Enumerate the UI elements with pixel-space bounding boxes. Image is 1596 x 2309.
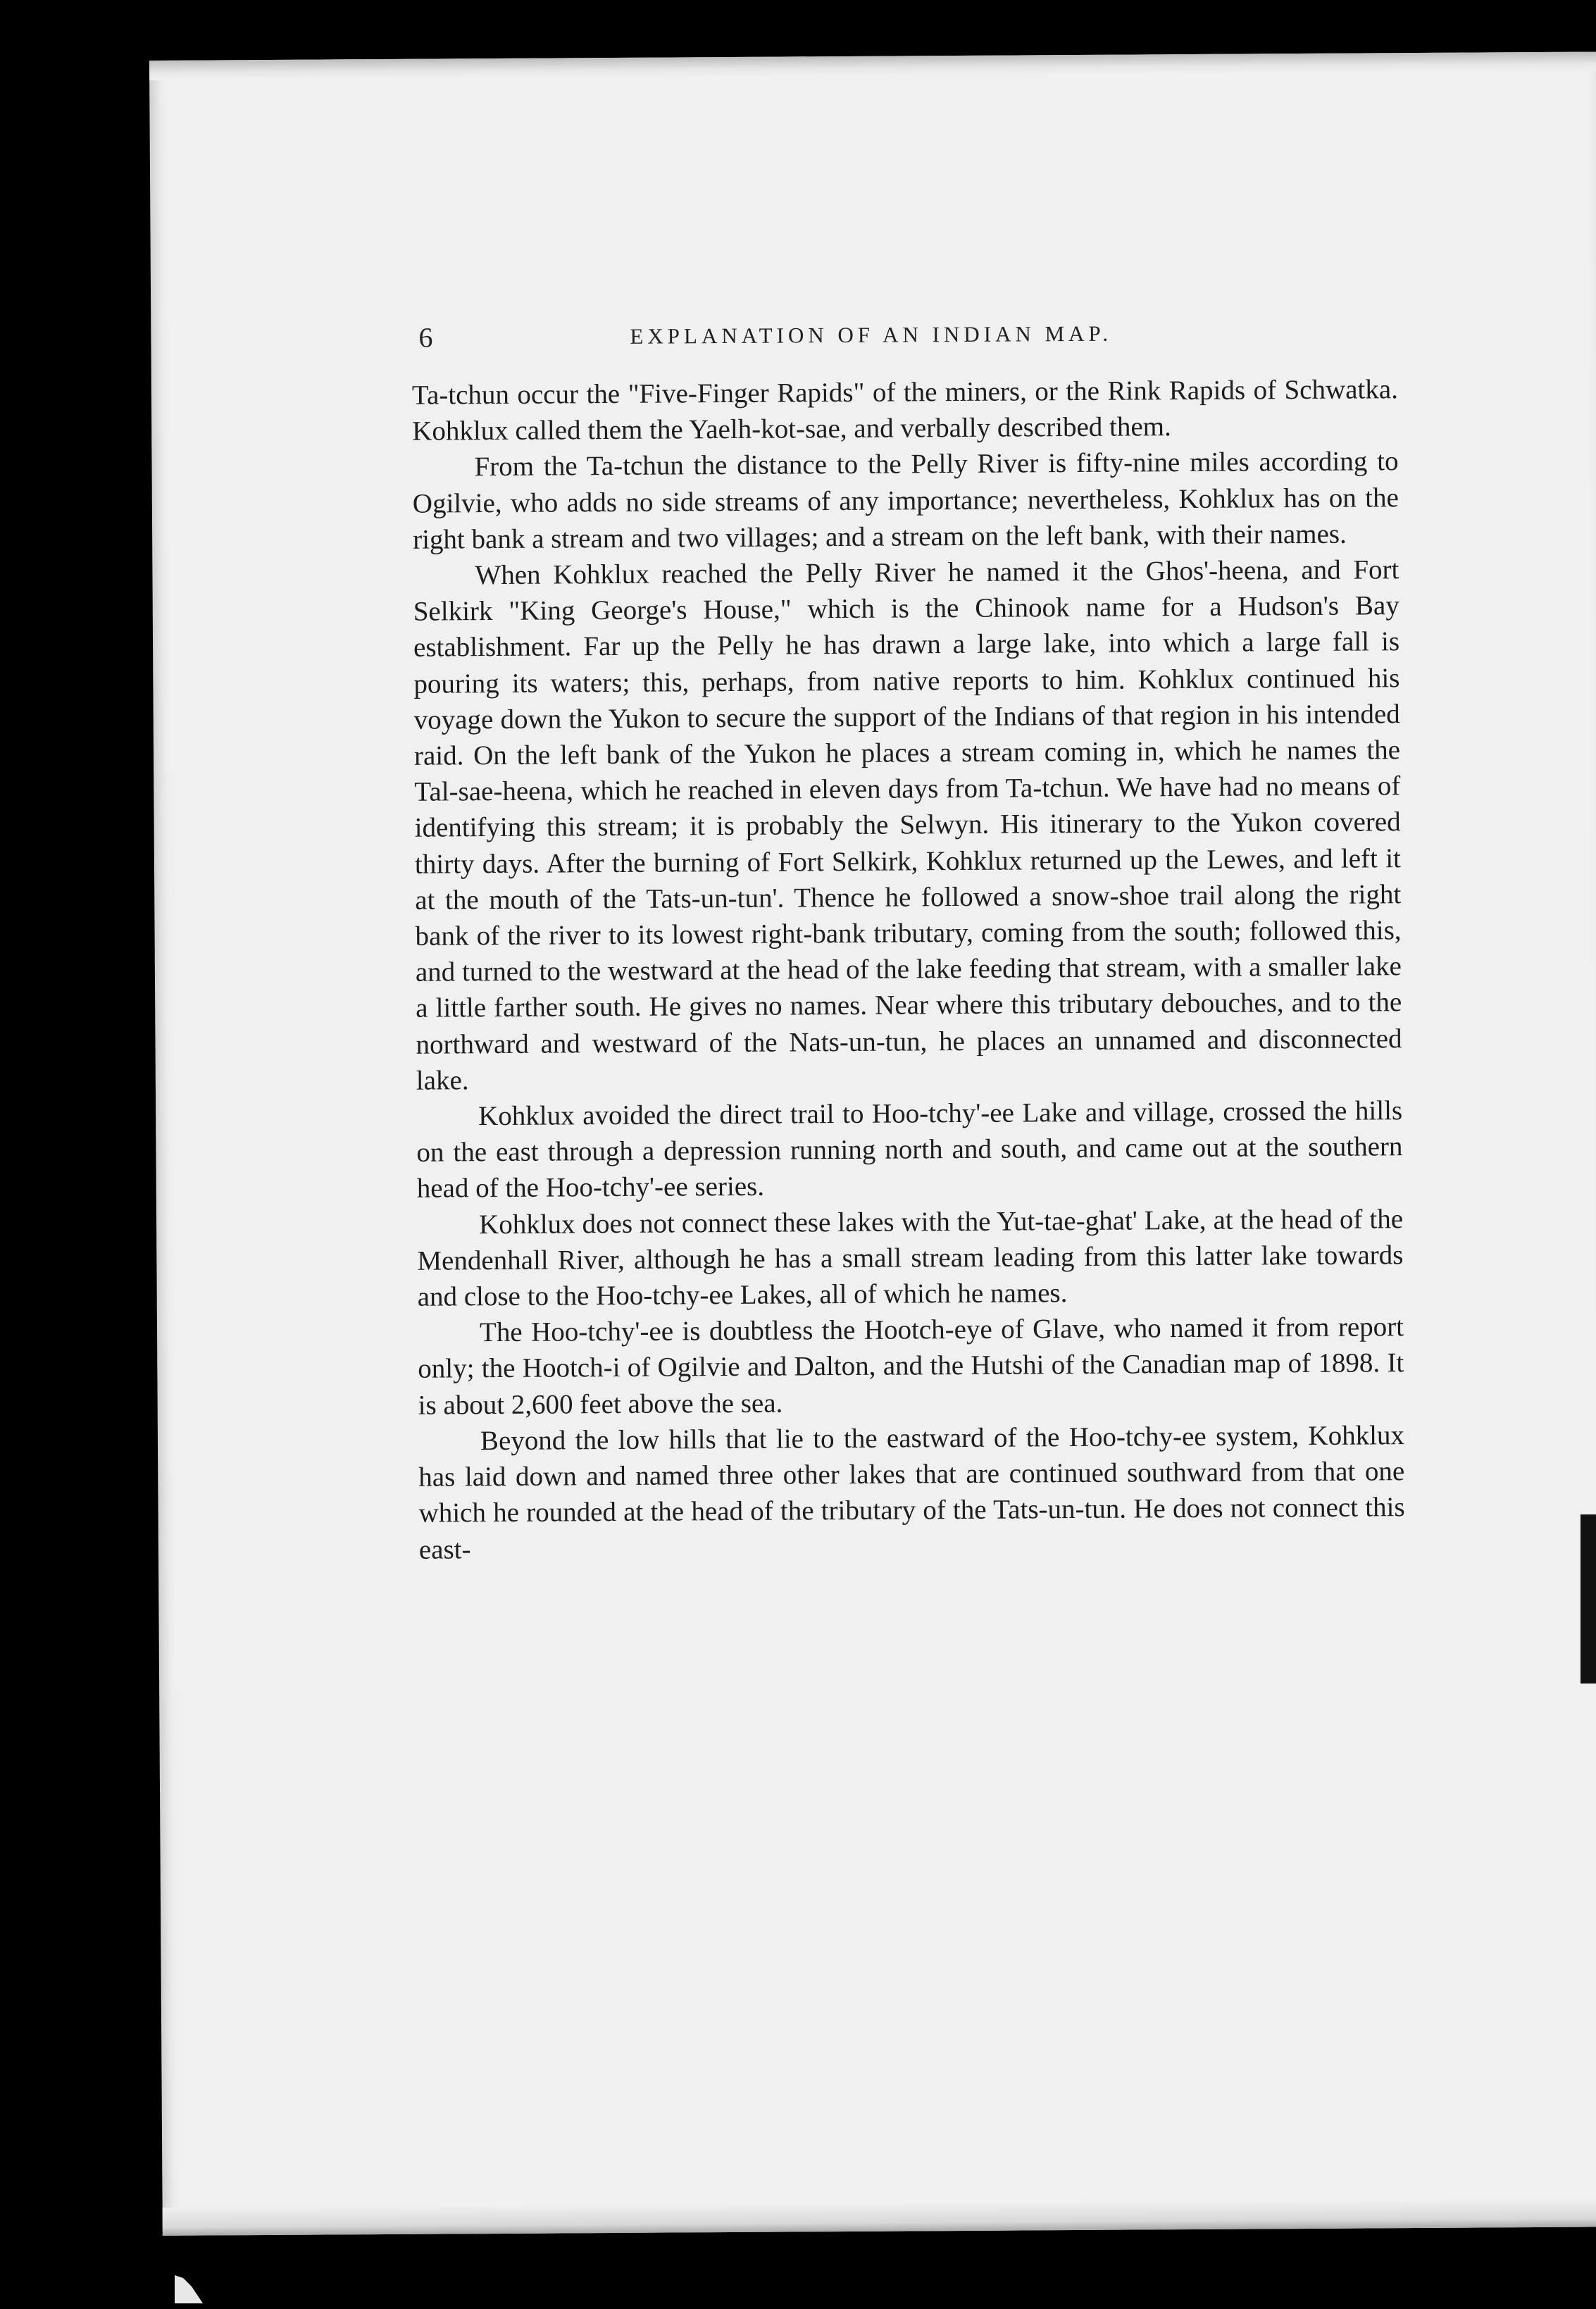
page-number: 6 bbox=[418, 321, 433, 354]
binding-clip-mark bbox=[1581, 1514, 1596, 1683]
running-head: EXPLANATION OF AN INDIAN MAP. bbox=[630, 320, 1113, 349]
page-top-edge bbox=[149, 51, 1596, 80]
paragraph: When Kohklux reached the Pelly River he named it the Ghos'-heena, and Fort Selkirk "King George's House," which is the Chinook name for a Hudson's Bay establishment. Far up the Pelly he has drawn a large lake, into which a large fall is pouring its waters; this, perhaps, from native reports to him. Kohklux continued his voyage down the Yukon to secure the support of the Indians of that region in his intended raid. On the left bank of the Yukon he places a stream coming in, which he names the Tal-sae-heena, which he reached in eleven days from Ta-tchun. We have had no means of identifying this stream; it is probably the Selwyn. His itinerary to the Yukon covered thirty days. After the burning of Fort Selkirk, Kohklux returned up the Lewes, and left it at the mouth of the Tats-un-tun'. Thence he followed a snow-shoe trail along the right bank of the river to its lowest right-bank tributary, coming from the south; followed this, and turned to the westward at the head of the lake feeding that stream, with a smaller lake a little farther south. He gives no names. Near where this tributary debouches, and to the northward and westward of the Nats-un-tun, he places an unnamed and disconnected lake. bbox=[413, 554, 1402, 1096]
paragraph: Kohklux does not connect these lakes with the Yut-tae-ghat' Lake, at the head of the Mendenhall River, although he has a small stream leading from this latter lake towards and close to the Hoo-tchy-ee Lakes, all of which he names. bbox=[417, 1203, 1404, 1312]
page-header bbox=[418, 313, 1596, 354]
paragraph: From the Ta-tchun the distance to the Pelly River is fifty-nine miles according to Ogilvie, who adds no side streams of any importance; nevertheless, Kohklux has on the right bank a stream and two villages; and a stream on the left bank, with their names. bbox=[412, 446, 1399, 555]
paragraph: Beyond the low hills that lie to the eastward of the Hoo-tchy-ee system, Kohklux has laid down and named three other lakes that are continued southward from that one which he rounded at the head of the tributary of the Tats-un-tun. He does not connect this east- bbox=[418, 1420, 1405, 1565]
scan-corner-mark bbox=[175, 2275, 203, 2303]
body-text bbox=[412, 371, 1405, 1567]
paragraph: Kohklux avoided the direct trail to Hoo-tchy'-ee Lake and village, crossed the hills on the east through a depression running north and south, and came out at the southern head of the Hoo-tchy'-ee series. bbox=[416, 1095, 1403, 1205]
book-page bbox=[149, 51, 1596, 2235]
paragraph: The Hoo-tchy'-ee is doubtless the Hootch-eye of Glave, who named it from report only; the Hootch-i of Ogilvie and Dalton, and the Hutshi of the Canadian map of 1898. It is about 2,600 feet above the sea. bbox=[418, 1312, 1404, 1421]
page-bottom-edge bbox=[163, 2198, 1596, 2236]
paragraph: Ta-tchun occur the "Five-Finger Rapids" of the miners, or the Rink Rapids of Schwatka. Kohklux called them the Yaelh-kot-sae, and verbally described them. bbox=[411, 374, 1399, 447]
